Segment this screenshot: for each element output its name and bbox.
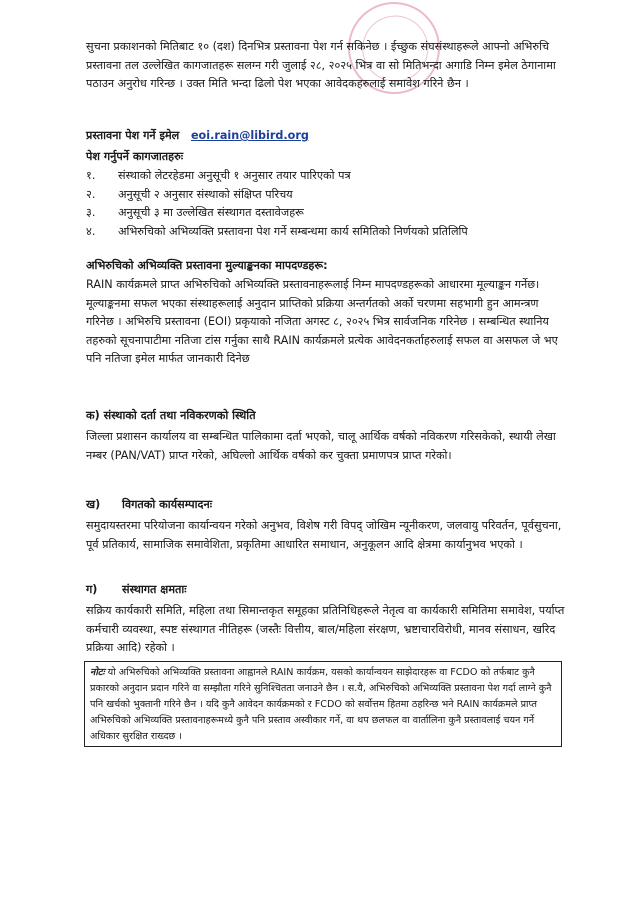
list-item-text: अभिरुचिको अभिव्यक्ति प्रस्तावना पेश गर्ने सम्बन्धमा कार्य समितिको निर्णयको प्रतिलिपि — [118, 224, 468, 238]
section-performance-number: ख) — [86, 498, 101, 511]
list-item-number: ४. — [86, 224, 96, 238]
submission-line — [86, 127, 586, 146]
list-item-text: अनुसूची ३ मा उल्लेखित संस्थागत दस्तावेजहरू — [118, 206, 304, 220]
list-item — [86, 223, 586, 242]
documents-heading: पेश गर्नुपर्ने कागजातहरुः — [86, 150, 184, 163]
list-item-number: २. — [86, 187, 96, 201]
submission-email-link[interactable]: eoi.rain@libird.org — [190, 129, 309, 142]
list-item — [86, 204, 586, 223]
list-item-number: ३. — [86, 206, 96, 220]
list-item — [86, 167, 586, 186]
list-item-number: १. — [86, 169, 96, 182]
section-capacity-number: ग) — [86, 583, 98, 596]
section-performance-title: विगतको कार्यसम्पादनः — [122, 498, 212, 511]
list-item-text: संस्थाको लेटरहेडमा अनुसूची १ अनुसार तयार पारिएको पत्र — [118, 169, 351, 182]
section-registration-heading: क) संस्थाको दर्ता तथा नविकरणको स्थिति — [86, 409, 256, 422]
section-registration-body: जिल्ला प्रशासन कार्यालय वा सम्बन्धित पालिकामा दर्ता भएको, चालू आर्थिक वर्षको नविकरण गरिसकेको, स्थायी लेखा नम्बर (PAN/VAT) प्राप्त गरेको, अघिल्लो आर्थिक वर्षको कर चुक्ता प्रमाणपत्र प्राप्त गरेको। — [86, 430, 556, 462]
criteria-paragraph: RAIN कार्यक्रमले प्राप्त अभिरुचिको अभिव्यक्ति प्रस्तावनाहरूलाई निम्न मापदण्डहरूको आधारमा मूल्याङ्कन गर्नेछ। मूल्याङ्कनमा सफल भएका संस्थाहरूलाई अनुदान प्राप्तिको प्रक्रिया अन्तर्गतको अर्को चरणमा सहभागी हुन आमन्त्रण गरिनेछ । अभिरुचि प्रस्तावना (EOI) प्रकृयाको नजिता अगस्ट ८, २०२५ भित्र सार्वजनिक गरिनेछ । सम्बन्धित स्थानिय तहरुको सूचनापाटीमा नतिजा टांस गर्नुका साथै RAIN कार्यक्रमले प्रत्येक आवेदनकर्ताहरुलाई सफल वा असफल जे भए पनि नतिजा इमेल मार्फत जानकारी दिनेछ — [86, 278, 558, 366]
criteria-heading: अभिरुचिको अभिव्यक्ति प्रस्तावना मुल्याङ्कनका मापदण्डहरू: — [86, 259, 328, 272]
submission-label: प्रस्तावना पेश गर्ने इमेल — [86, 129, 180, 142]
note-box — [84, 661, 562, 747]
section-performance-body: समुदायस्तरमा परियोजना कार्यान्वयन गरेको अनुभव, विशेष गरी विपद् जोखिम न्यूनीकरण, जलवायु परिवर्तन, पूर्वसुचना, पूर्व प्रतिकार्य, सामाजिक समावेशिता, प्रकृतिमा आधारित समाधान, अनुकूलन आदि क्षेत्रमा कार्यानुभव भएको । — [86, 519, 562, 551]
section-performance-heading — [86, 497, 212, 512]
note-label: नोटः — [90, 667, 105, 678]
intro-paragraph: सुचना प्रकाशनको मितिबाट १० (दश) दिनभित्र प्रस्तावना पेश गर्न सकिनेछ । ईच्छुक संघसंस्थाहरूले आफ्नो अभिरुचि प्रस्तावना तल उल्लेखित कागजातहरू सलग्न गरी जुलाई २८, २०२५ भित्र वा सो मितिभन्दा अगाडि निम्न इमेल ठेगानामा पठाउन अनुरोध गरिन्छ । उक्त मिति भन्दा ढिलो पेश भएका आवेदकहरुलाई समावेश गरिने छैन । — [86, 40, 556, 91]
list-item — [86, 186, 586, 205]
section-capacity-heading — [86, 582, 187, 597]
section-capacity-title: संस्थागत क्षमताः — [122, 583, 187, 596]
note-text: यो अभिरुचिको अभिव्यक्ति प्रस्तावना आह्वानले RAIN कार्यक्रम, यसको कार्यान्वयन साझेदारहरू वा FCDO को तर्फबाट कुनै प्रकारको अनुदान प्रदान गरिने वा सम्झौता गरिने सुनिश्चितता जनाउने छैन । स.यै, अभिरुचिको अभिव्यक्ति प्रस्तावना पेश गर्दा लाग्ने कुनै पनि खर्चको भुक्तानी गरिने छैन । यदि कुनै आवेदन कार्यक्रमको र FCDO को सर्वोत्तम हितमा ठहरिन्छ भने RAIN कार्यक्रमले प्राप्त अभिरुचिको अभिव्यक्ति प्रस्तावनाहरूमध्ये कुनै पनि प्रस्ताव अस्वीकार गर्ने, वा थप छलफल वा वार्तालिना कुनै प्रस्तावलाई चयन गर्ने अधिकार सुरक्षित राख्दछ । — [90, 667, 552, 742]
documents-list — [86, 167, 586, 241]
section-capacity-body: सक्रिय कार्यकारी समिति, महिला तथा सिमान्तकृत समूहका प्रतिनिधिहरूले नेतृत्व वा कार्यकारी समितिमा समावेश, पर्याप्त कर्मचारी व्यवस्था, स्पष्ट संस्थागत नीतिहरू (जस्तैः वित्तीय, बाल/महिला संरक्षण, भ्रष्टाचारविरोधी, मानव संसाधन, खरिद प्रक्रिया आदि) रहेको । — [86, 604, 565, 655]
list-item-text: अनुसूची २ अनुसार संस्थाको संक्षिप्त परिचय — [118, 187, 293, 201]
